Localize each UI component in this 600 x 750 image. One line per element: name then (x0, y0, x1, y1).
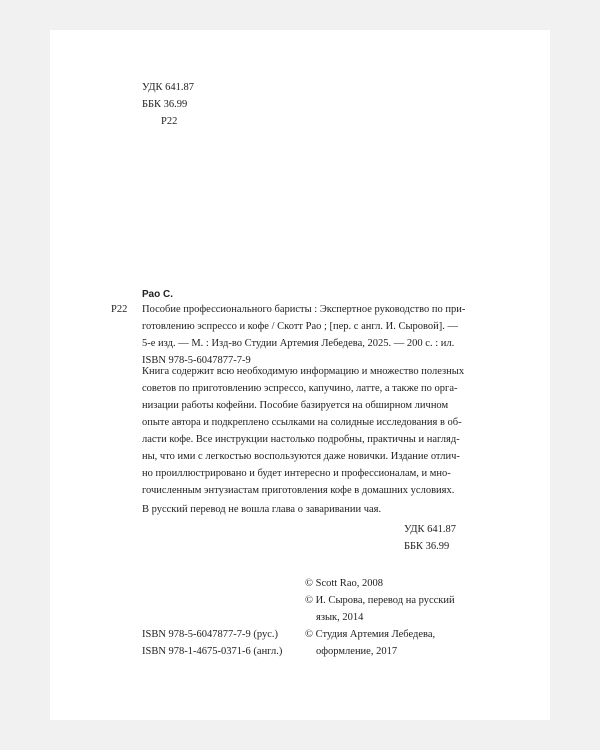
isbn-russian: ISBN 978-5-6047877-7-9 (рус.) (142, 629, 279, 640)
annotation-line-3: низации работы кофейни. Пособие базируется на обширном личном (142, 400, 449, 411)
annotation-line-5: ласти кофе. Все инструкции настолько подробны, практичны и нагляд- (142, 434, 460, 445)
record-isbn: ISBN 978-5-6047877-7-9 (142, 355, 251, 366)
copyright-line-4: © Студия Артемия Лебедева, (305, 629, 436, 640)
annotation-line-1: Книга содержит всю необходимую информацию и множество полезных (142, 366, 465, 377)
title-line-3: 5-е изд. — М. : Изд-во Студии Артемия Лебедева, 2025. — 200 с. : ил. (142, 338, 455, 349)
isbn-english: ISBN 978-1-4675-0371-6 (англ.) (142, 646, 283, 657)
copyright-line-1: © Scott Rao, 2008 (305, 578, 383, 589)
copyright-line-3: язык, 2014 (316, 612, 364, 623)
bottom-udk-code: УДК 641.87 (404, 524, 457, 535)
author-heading: Рао С. (142, 289, 173, 300)
author-sign: Р22 (161, 116, 178, 127)
udk-code: УДК 641.87 (142, 82, 195, 93)
copyright-line-5: оформление, 2017 (316, 646, 398, 657)
bottom-bbk-code: ББК 36.99 (404, 541, 450, 552)
annotation-line-8: гочисленным энтузиастам приготовления кофе в домашних условиях. (142, 485, 455, 496)
annotation-line-6: ны, что ими с легкостью воспользуются даже новички. Издание отлич- (142, 451, 460, 462)
translation-note: В русский перевод не вошла глава о заваривании чая. (142, 504, 382, 515)
annotation-line-7: но проиллюстрировано и будет интересно и профессионалам, и мно- (142, 468, 451, 479)
title-line-2: готовлению эспрессо и кофе / Скотт Рао ; [пер. с англ. И. Сыровой]. — (142, 321, 459, 332)
bbk-code: ББК 36.99 (142, 99, 188, 110)
copyright-line-2: © И. Сырова, перевод на русский (305, 595, 455, 606)
record-author-sign: Р22 (111, 304, 128, 315)
title-line-1: Пособие профессионального баристы : Экспертное руководство по при- (142, 304, 466, 315)
annotation-line-2: советов по приготовлению эспрессо, капучино, латте, а также по орга- (142, 383, 458, 394)
annotation-line-4: опыте автора и подкреплено ссылками на солидные исследования в об- (142, 417, 462, 428)
